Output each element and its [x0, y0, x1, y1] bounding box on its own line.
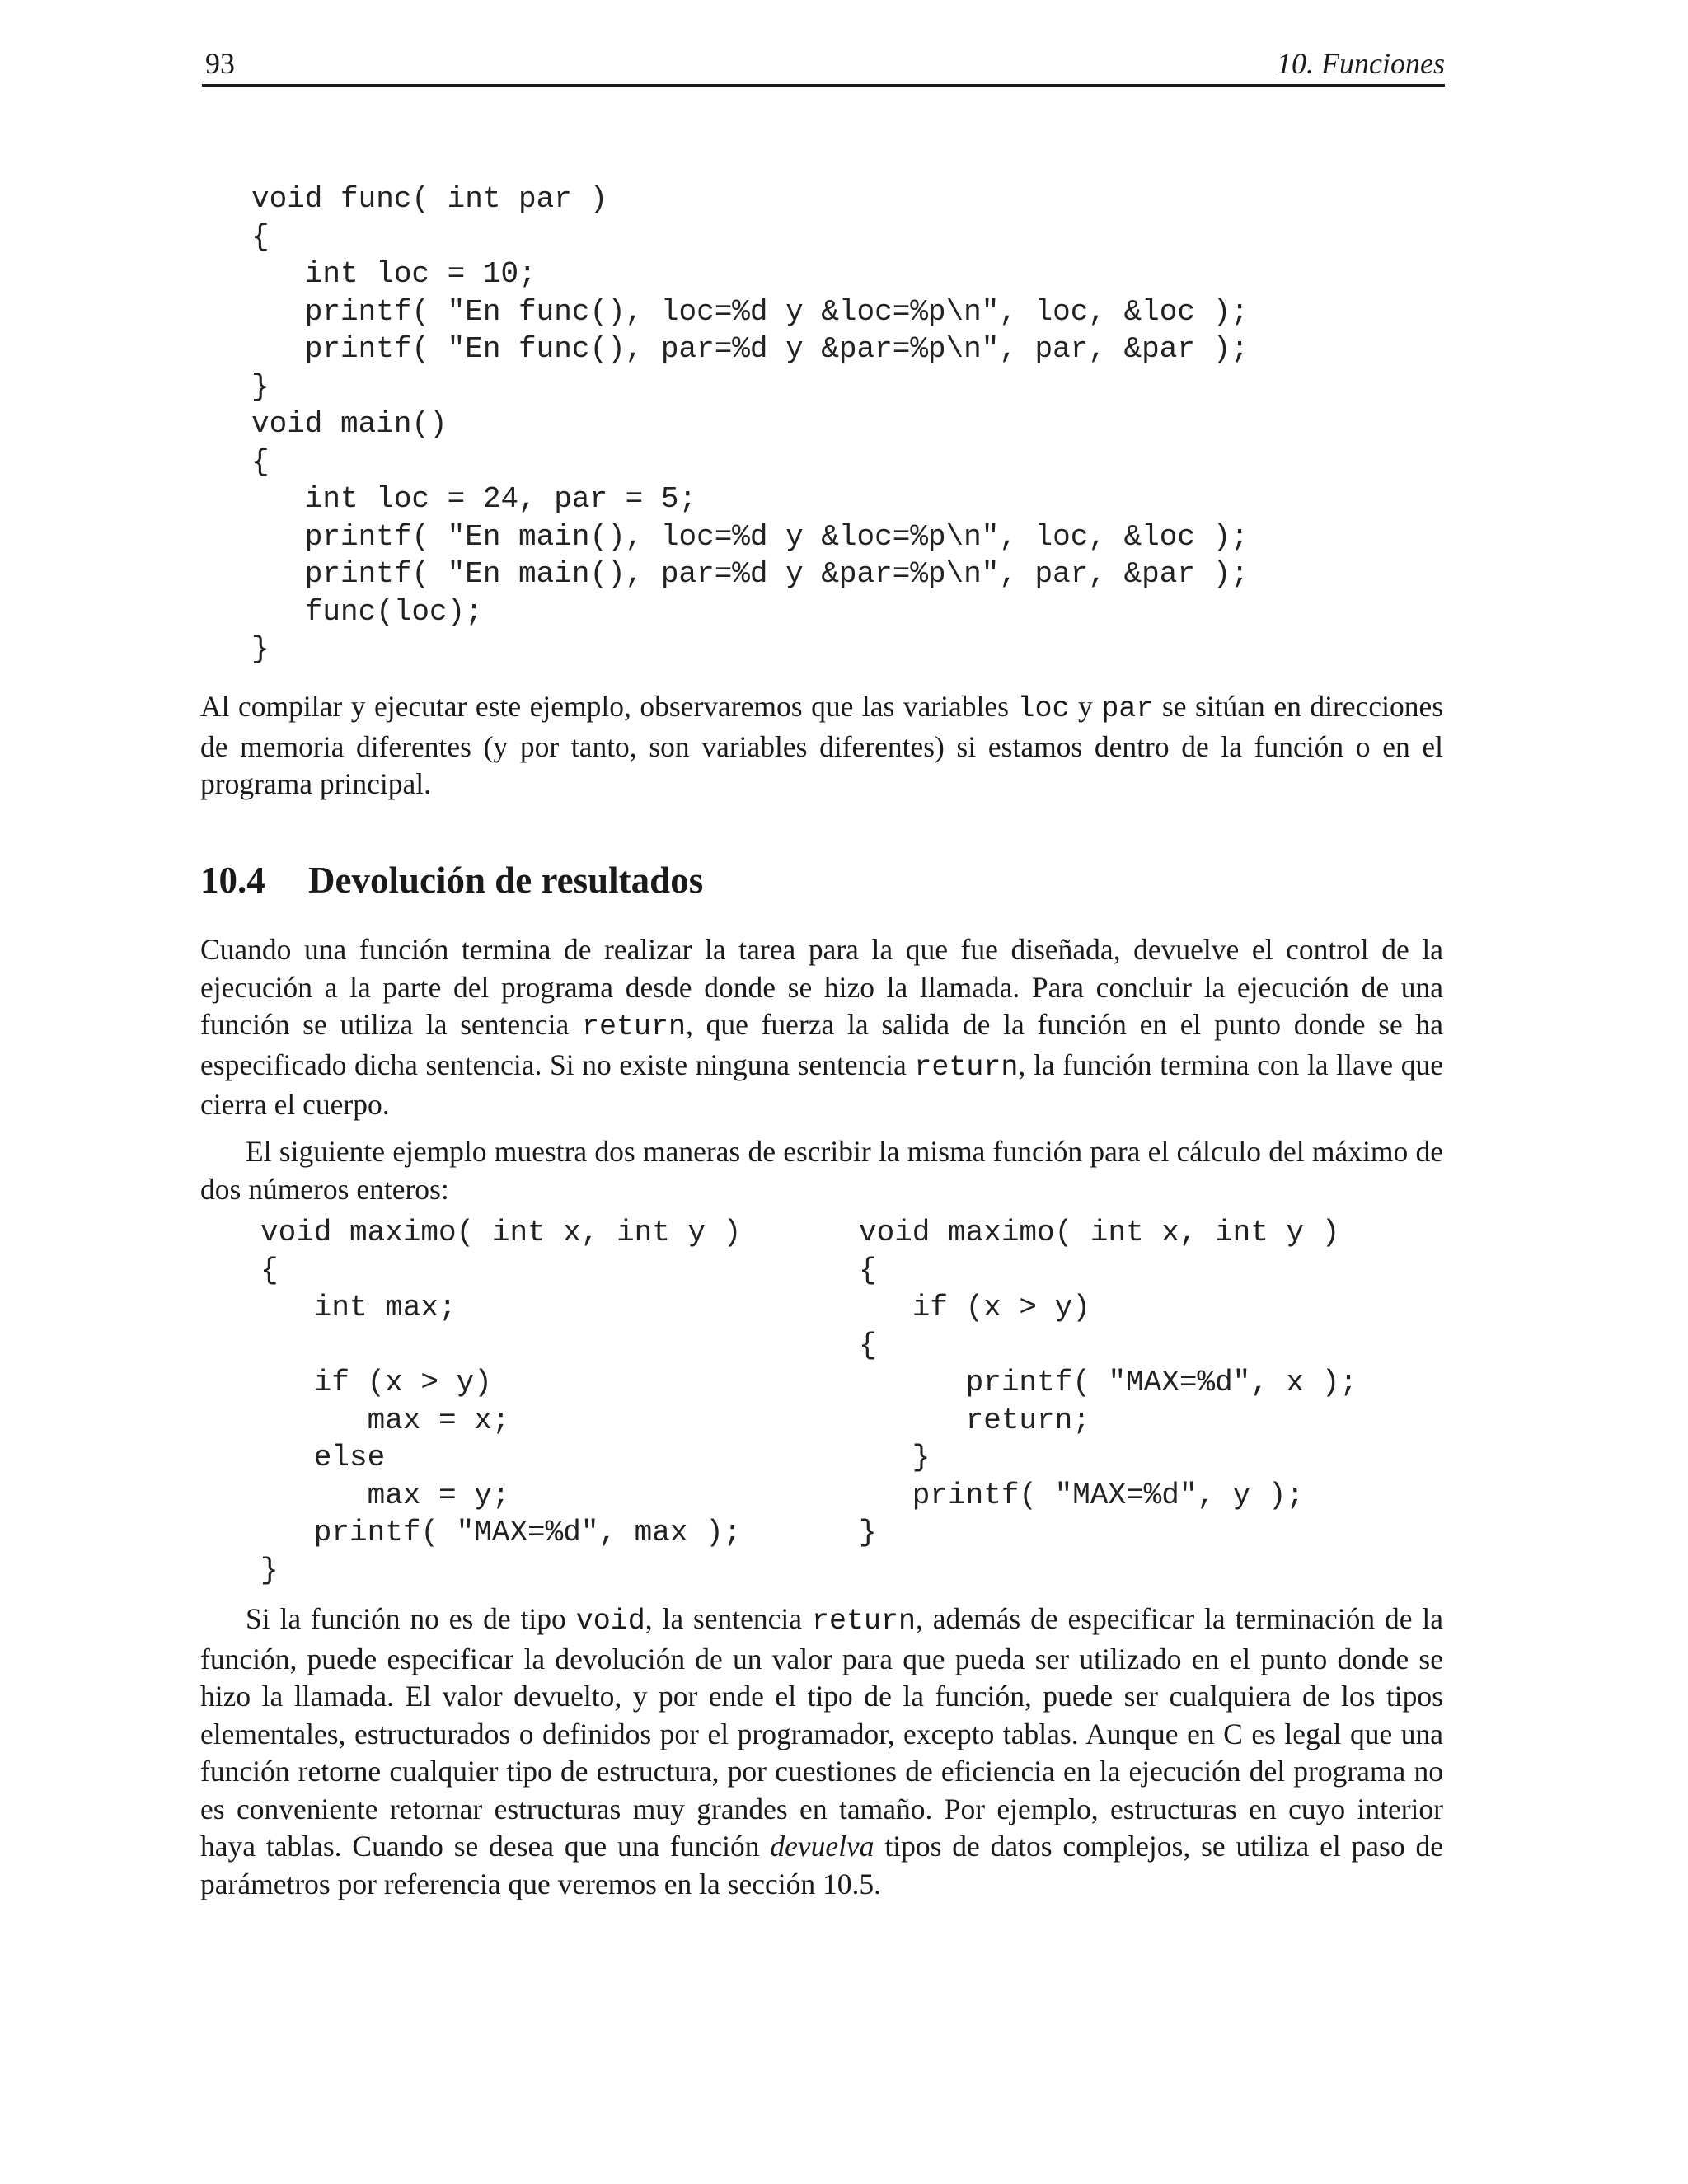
- code-block-func-main: [251, 180, 1249, 668]
- text-segment: , además de especificar la terminación de la función, puede especificar la devolución de un valor para que pueda ser utilizado en el punto donde se hizo la llamada. El valor devuelto, y por ende el tipo de la función, puede ser cualquiera de los tipos elementales, estructurados o definidos por el programador, excepto tablas. Aunque en C es legal que una función retorne cualquier tipo de estructura, por cuestiones de eficiencia en la ejecución del programa no es conveniente retornar estructuras muy grandes en tamaño. Por ejemplo, estructuras en cuyo interior haya tablas. Cuando se desea que una función: [200, 1602, 1444, 1863]
- code-func-main-line: printf( "En func(), par=%d y &par=%p\n", par, &par );: [251, 332, 1249, 366]
- text-segment: El siguiente ejemplo muestra dos maneras de escribir la misma función para el cálculo del máximo de dos números enteros:: [200, 1135, 1443, 1206]
- code-maximo-left-line: if (x > y): [260, 1366, 492, 1399]
- code-func-main-line: }: [251, 632, 270, 666]
- paragraph-example-intro: [200, 1133, 1443, 1208]
- code-func-main-line: printf( "En main(), loc=%d y &loc=%p\n", loc, &loc );: [251, 519, 1249, 554]
- code-block-maximo-right: [859, 1214, 1357, 1552]
- text-segment: Al compilar y ejecutar este ejemplo, observaremos que las variables: [200, 690, 1018, 723]
- code-maximo-left-line: max = x;: [260, 1403, 510, 1437]
- code-maximo-left-line: printf( "MAX=%d", max );: [260, 1516, 742, 1549]
- text-segment: se sitúan en direcciones de memoria diferentes (y por tanto, son variables diferentes) si estamos dentro de la función o en el programa principal.: [200, 690, 1444, 800]
- code-func-main-line: printf( "En main(), par=%d y &par=%p\n", par, &par );: [251, 557, 1249, 591]
- inline-code: void: [575, 1605, 645, 1638]
- code-func-main-line: {: [251, 219, 270, 254]
- code-maximo-right-line: void maximo( int x, int y ): [859, 1216, 1340, 1249]
- section-title: Devolución de resultados: [308, 860, 704, 901]
- code-func-main-line: {: [251, 444, 270, 479]
- code-maximo-right-line: printf( "MAX=%d", x );: [859, 1366, 1357, 1399]
- code-func-main-line: int loc = 10;: [251, 257, 537, 291]
- inline-code: return: [914, 1050, 1019, 1084]
- code-maximo-right-line: {: [859, 1253, 877, 1287]
- code-maximo-right-line: return;: [859, 1403, 1090, 1437]
- code-func-main-line: func(loc);: [251, 594, 483, 629]
- page-number: 93: [205, 47, 235, 80]
- code-maximo-right-line: if (x > y): [859, 1291, 1090, 1324]
- section-number: 10.4: [200, 860, 265, 901]
- code-maximo-left-line: max = y;: [260, 1478, 510, 1512]
- code-maximo-left-line: int max;: [260, 1291, 457, 1324]
- text-segment: , que fuerza la salida de la función en el punto donde se ha especificado dicha sentencia. Si no existe ninguna sentencia: [200, 1008, 1443, 1081]
- paragraph-return-intro: [200, 931, 1443, 1124]
- inline-code: return: [582, 1010, 687, 1043]
- code-maximo-left-line: {: [260, 1253, 279, 1287]
- text-segment: Si la función no es de tipo: [246, 1602, 576, 1635]
- code-maximo-right-line: printf( "MAX=%d", y );: [859, 1478, 1305, 1512]
- inline-code: loc: [1017, 692, 1070, 725]
- page-header: [202, 43, 1445, 87]
- code-func-main-line: void func( int par ): [251, 182, 608, 216]
- code-func-main-line: void main(): [251, 407, 448, 441]
- code-func-main-line: printf( "En func(), loc=%d y &loc=%p\n", loc, &loc );: [251, 294, 1249, 329]
- text-segment: y: [1069, 690, 1102, 723]
- code-maximo-right-line: {: [859, 1328, 877, 1362]
- code-maximo-left-line: else: [260, 1441, 386, 1474]
- paragraph-return-value: [200, 1601, 1443, 1903]
- code-maximo-right-line: }: [859, 1441, 931, 1474]
- code-maximo-left-line: void maximo( int x, int y ): [260, 1216, 742, 1249]
- emphasis-text: devuelva: [770, 1830, 874, 1863]
- code-block-maximo-left: [260, 1214, 741, 1589]
- paragraph-variables: [200, 688, 1443, 804]
- code-maximo-right-line: }: [859, 1516, 877, 1549]
- text-segment: , la sentencia: [645, 1602, 812, 1635]
- section-heading: [200, 857, 703, 903]
- text-segment: tipos de datos complejos, se utiliza el paso de parámetros por referencia que veremos en la sección 10.5.: [200, 1830, 1443, 1900]
- code-func-main-line: int loc = 24, par = 5;: [251, 482, 697, 516]
- text-segment: , la función termina con la llave que cierra el cuerpo.: [200, 1047, 1443, 1121]
- code-func-main-line: }: [251, 369, 270, 404]
- text-segment: Cuando una función termina de realizar la tarea para la que fue diseñada, devuelve el control de la ejecución a la parte del programa desde donde se hizo la llamada. Para concluir la ejecución de una función se utiliza la sentencia: [200, 933, 1443, 1041]
- code-maximo-left-line: [260, 1327, 741, 1365]
- running-head: 10. Funciones: [1277, 47, 1445, 80]
- code-maximo-left-line: }: [260, 1553, 279, 1587]
- inline-code: par: [1101, 692, 1154, 725]
- inline-code: return: [811, 1605, 916, 1638]
